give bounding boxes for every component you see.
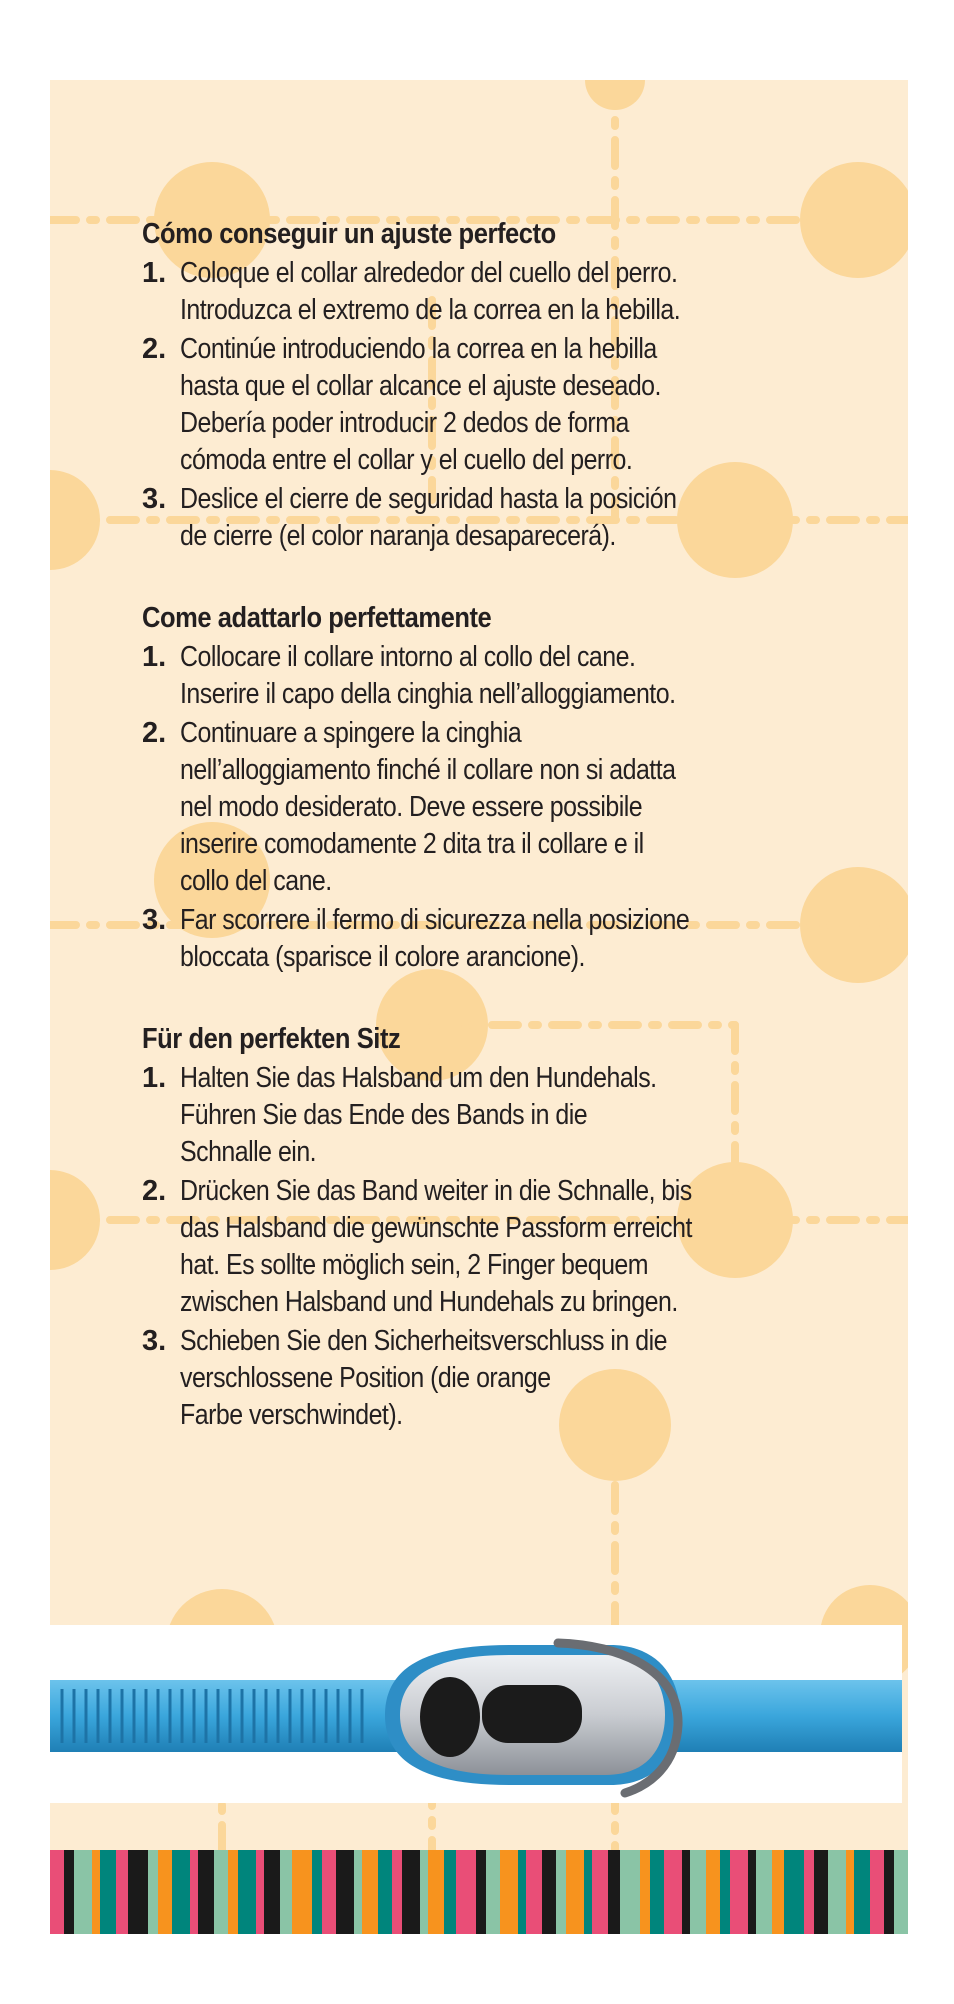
list-item — [142, 1323, 842, 1434]
stripe — [74, 1850, 92, 1934]
step-text: Collocare il collare intorno al collo del cane. Inserire il capo della cinghia nell’alloggiamento. — [180, 641, 676, 710]
step-number: 2. — [142, 1175, 167, 1207]
list-item — [142, 331, 842, 479]
stripe — [690, 1850, 706, 1934]
section-italian — [142, 599, 842, 976]
step-number: 1. — [142, 257, 167, 289]
stripe — [518, 1850, 526, 1934]
step-text: Halten Sie das Halsband um den Hundehals. Führen Sie das Ende des Bands in die Schnalle ein. — [180, 1062, 657, 1168]
stripe — [100, 1850, 116, 1934]
stripe — [264, 1850, 280, 1934]
stripe — [128, 1850, 148, 1934]
stripe — [256, 1850, 264, 1934]
section-german — [142, 1020, 842, 1434]
collar-buckle-illustration — [50, 1625, 902, 1803]
stripe — [392, 1850, 402, 1934]
step-list — [142, 639, 842, 976]
step-text: Far scorrere il fermo di sicurezza nella posizione bloccata (sparisce il colore arancione). — [180, 904, 690, 973]
step-number: 2. — [142, 717, 167, 749]
stripe — [500, 1850, 518, 1934]
stripe — [854, 1850, 870, 1934]
step-text: Continuare a spingere la cinghia nell’alloggiamento finché il collare non si adatta nel modo desiderato. Deve essere possibile inserire comodamente 2 dita tra il collare e il collo del cane. — [180, 717, 676, 897]
stripe — [312, 1850, 322, 1934]
stripe — [870, 1850, 884, 1934]
stripe — [198, 1850, 214, 1934]
step-text: Schieben Sie den Sicherheitsverschluss in die verschlossene Position (die orange Farbe verschwindet). — [180, 1325, 667, 1431]
stripe — [542, 1850, 556, 1934]
stripe — [804, 1850, 814, 1934]
stripe — [556, 1850, 566, 1934]
stripe — [172, 1850, 190, 1934]
stripe — [486, 1850, 500, 1934]
step-list — [142, 1060, 842, 1434]
stripe — [748, 1850, 756, 1934]
stripe — [402, 1850, 420, 1934]
stripe — [158, 1850, 172, 1934]
stripe — [828, 1850, 846, 1934]
stripe — [650, 1850, 664, 1934]
list-item — [142, 1060, 842, 1171]
stripe — [354, 1850, 362, 1934]
stripe — [50, 1850, 64, 1934]
stripe — [846, 1850, 854, 1934]
step-number: 3. — [142, 483, 167, 515]
section-title: Für den perfekten Sitz — [142, 1023, 401, 1055]
step-number: 2. — [142, 333, 167, 365]
stripe — [362, 1850, 378, 1934]
section-spanish — [142, 215, 842, 555]
step-number: 1. — [142, 641, 167, 673]
stripe — [772, 1850, 784, 1934]
list-item — [142, 902, 842, 976]
stripe — [814, 1850, 828, 1934]
stripe — [238, 1850, 256, 1934]
stripe — [214, 1850, 228, 1934]
collar-buckle-photo — [50, 1625, 902, 1803]
step-text: Coloque el collar alrededor del cuello del perro. Introduzca el extremo de la correa en la hebilla. — [180, 257, 681, 326]
stripe — [428, 1850, 444, 1934]
stripe — [592, 1850, 608, 1934]
list-item — [142, 481, 842, 555]
instructions-content — [142, 215, 842, 1478]
stripe — [378, 1850, 392, 1934]
stripe — [730, 1850, 748, 1934]
step-number: 3. — [142, 1325, 167, 1357]
stripe — [280, 1850, 292, 1934]
step-text: Deslice el cierre de seguridad hasta la posición de cierre (el color naranja desaparecerá). — [180, 483, 677, 552]
step-text: Drücken Sie das Band weiter in die Schnalle, bis das Halsband die gewünschte Passform erreicht hat. Es sollte möglich sein, 2 Finger bequem zwischen Halsband und Hundehals zu bringen. — [180, 1175, 692, 1318]
section-title: Come adattarlo perfettamente — [142, 602, 492, 634]
list-item — [142, 639, 842, 713]
step-list — [142, 255, 842, 555]
stripe — [64, 1850, 74, 1934]
instruction-panel — [50, 80, 908, 1934]
stripe — [620, 1850, 640, 1934]
step-text: Continúe introduciendo la correa en la hebilla hasta que el collar alcance el ajuste deseado. Debería poder introducir 2 dedos de forma cómoda entre el collar y el cuello del perro. — [180, 333, 661, 476]
stripe — [608, 1850, 620, 1934]
decorative-stripe-bar — [50, 1850, 908, 1934]
step-number: 3. — [142, 904, 167, 936]
stripe — [420, 1850, 428, 1934]
stripe — [92, 1850, 100, 1934]
stripe — [292, 1850, 312, 1934]
stripe — [336, 1850, 354, 1934]
stripe — [148, 1850, 158, 1934]
stripe — [584, 1850, 592, 1934]
stripe — [566, 1850, 584, 1934]
stripe — [456, 1850, 476, 1934]
list-item — [142, 255, 842, 329]
stripe — [784, 1850, 804, 1934]
stripe — [322, 1850, 336, 1934]
stripe — [682, 1850, 690, 1934]
stripe — [190, 1850, 198, 1934]
step-number: 1. — [142, 1062, 167, 1094]
section-title: Cómo conseguir un ajuste perfecto — [142, 218, 556, 250]
stripe — [706, 1850, 720, 1934]
stripe — [756, 1850, 772, 1934]
stripe — [526, 1850, 542, 1934]
stripe — [894, 1850, 908, 1934]
stripe — [444, 1850, 456, 1934]
stripe — [640, 1850, 650, 1934]
stripe — [476, 1850, 486, 1934]
list-item — [142, 1173, 842, 1321]
list-item — [142, 715, 842, 900]
stripe — [664, 1850, 682, 1934]
stripe — [720, 1850, 730, 1934]
stripe — [228, 1850, 238, 1934]
stripe — [116, 1850, 128, 1934]
stripe — [884, 1850, 894, 1934]
